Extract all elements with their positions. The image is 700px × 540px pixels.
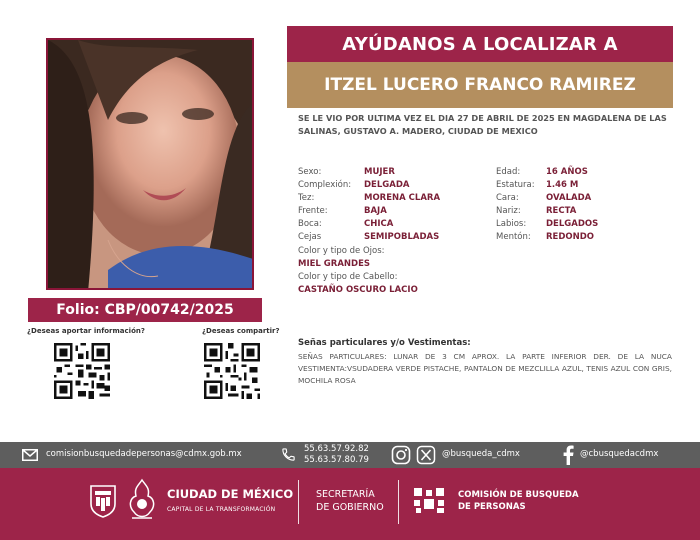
- eyes-label: Color y tipo de Ojos:: [298, 246, 385, 256]
- x-icon[interactable]: [416, 445, 436, 465]
- facebook-handle[interactable]: @cbusquedacdmx: [580, 449, 659, 459]
- missing-person-photo: [46, 38, 254, 290]
- attribute-value: [364, 218, 393, 231]
- attribute-label: [298, 166, 321, 179]
- cdmx-subtitle: CAPITAL DE LA TRANSFORMACIÓN: [167, 506, 276, 513]
- attribute-label: [496, 218, 526, 231]
- hair-value: CASTAÑO OSCURO LACIO: [298, 285, 418, 295]
- attribute-label-text: Frente:: [298, 206, 328, 216]
- attribute-label: [496, 179, 535, 192]
- attribute-value: [546, 179, 578, 192]
- attribute-value-text: REDONDO: [546, 232, 595, 242]
- eyes-value: MIEL GRANDES: [298, 259, 371, 269]
- contact-phone-1[interactable]: 55.63.57.92.82: [304, 444, 369, 454]
- attribute-value: [546, 166, 588, 179]
- cdmx-emblem-icon: [126, 478, 158, 522]
- attribute-label: [496, 192, 519, 205]
- person-name: ITZEL LUCERO FRANCO RAMIREZ: [287, 62, 673, 108]
- qr-code-share[interactable]: [204, 343, 260, 399]
- mail-icon: [22, 449, 38, 461]
- folio-label: Folio: CBP/00742/2025: [28, 298, 262, 322]
- qr-code-info[interactable]: [54, 343, 110, 399]
- attribute-value: [364, 192, 440, 205]
- attribute-label-text: Estatura:: [496, 180, 535, 190]
- attribute-value-text: DELGADA: [364, 180, 410, 190]
- contact-bar: [0, 442, 700, 468]
- attribute-label-text: Complexión:: [298, 180, 352, 190]
- attribute-label: [298, 218, 322, 231]
- attribute-label-text: Labios:: [496, 219, 527, 229]
- attribute-value-text: BAJA: [364, 206, 387, 216]
- attribute-value: [364, 166, 395, 179]
- comision-logo-icon: [414, 488, 450, 514]
- attribute-label-text: Edad:: [496, 167, 521, 177]
- secretaria-line1: SECRETARÍA: [316, 489, 375, 500]
- attribute-label-text: Cara:: [496, 193, 519, 203]
- attribute-value: [364, 179, 409, 192]
- phone-icon: [281, 447, 296, 462]
- attribute-value-text: DELGADOS: [546, 219, 599, 229]
- attribute-value-text: CHICA: [364, 219, 394, 229]
- share-question: ¿Deseas compartir?: [202, 327, 280, 335]
- attribute-value: [364, 231, 439, 244]
- contact-email[interactable]: comisionbusquedadepersonas@cdmx.gob.mx: [46, 449, 242, 459]
- attribute-label: [496, 166, 520, 179]
- attribute-value: [364, 205, 387, 218]
- footer-divider: [298, 480, 299, 524]
- attribute-label: [298, 192, 314, 205]
- hair-attribute: [298, 271, 418, 297]
- comision-line1: COMISIÓN DE BUSQUEDA: [458, 490, 579, 500]
- attribute-label: [496, 231, 531, 244]
- attribute-label-text: Sexo:: [298, 167, 322, 177]
- attribute-value: [546, 231, 594, 244]
- attribute-value: [546, 205, 576, 218]
- attribute-label: [496, 205, 521, 218]
- senas-text: SEÑAS PARTICULARES: LUNAR DE 3 CM APROX. LA PARTE INFERIOR DER. DE LA NUCA VESTIMENTA:VSUDADERA VERDE PISTACHE, PANTALON DE MEZCLILLA AZUL, TENIS AZUL CON GRIS, MOCHILA ROSA: [298, 352, 672, 385]
- attribute-value-text: RECTA: [546, 206, 577, 216]
- attribute-label-text: Mentón:: [496, 232, 531, 242]
- contact-phone-2[interactable]: 55.63.57.80.79: [304, 455, 369, 465]
- attribute-label-text: Nariz:: [496, 206, 521, 216]
- cdmx-title: CIUDAD DE MÉXICO: [167, 487, 294, 501]
- share-info-question: ¿Deseas aportar información?: [27, 327, 145, 335]
- attribute-value-text: MORENA CLARA: [364, 193, 441, 203]
- attribute-value-text: OVALADA: [546, 193, 592, 203]
- footer-divider: [398, 480, 399, 524]
- social-handle[interactable]: @busqueda_cdmx: [442, 449, 520, 459]
- attribute-value-text: SEMIPOBLADAS: [364, 232, 440, 242]
- attribute-value-text: 16 AÑOS: [546, 167, 588, 177]
- footer: [0, 468, 700, 540]
- eyes-attribute: [298, 245, 385, 271]
- hair-label: Color y tipo de Cabello:: [298, 272, 398, 282]
- secretaria-line2: DE GOBIERNO: [316, 502, 384, 513]
- comision-line2: DE PERSONAS: [458, 502, 526, 512]
- attribute-value-text: MUJER: [364, 167, 395, 177]
- instagram-icon[interactable]: [391, 445, 411, 465]
- attribute-label: [298, 179, 351, 192]
- attribute-label-text: Tez:: [298, 193, 315, 203]
- attribute-label-text: Boca:: [298, 219, 322, 229]
- banner-title: AYÚDANOS A LOCALIZAR A: [287, 26, 673, 62]
- attribute-label-text: Cejas: [298, 232, 322, 242]
- facebook-icon[interactable]: [563, 445, 574, 465]
- attribute-label: [298, 231, 321, 244]
- attribute-value: [546, 218, 598, 231]
- senas-title: Señas particulares y/o Vestimentas:: [298, 338, 471, 348]
- attribute-label: [298, 205, 328, 218]
- last-seen-text: SE LE VIO POR ULTIMA VEZ EL DIA 27 DE ABRIL DE 2025 EN MAGDALENA DE LAS SALINAS, GUSTAVO A. MADERO, CIUDAD DE MEXICO: [298, 113, 667, 136]
- attribute-value-text: 1.46 M: [546, 180, 579, 190]
- attribute-value: [546, 192, 591, 205]
- cdmx-coat-of-arms-icon: [89, 484, 117, 518]
